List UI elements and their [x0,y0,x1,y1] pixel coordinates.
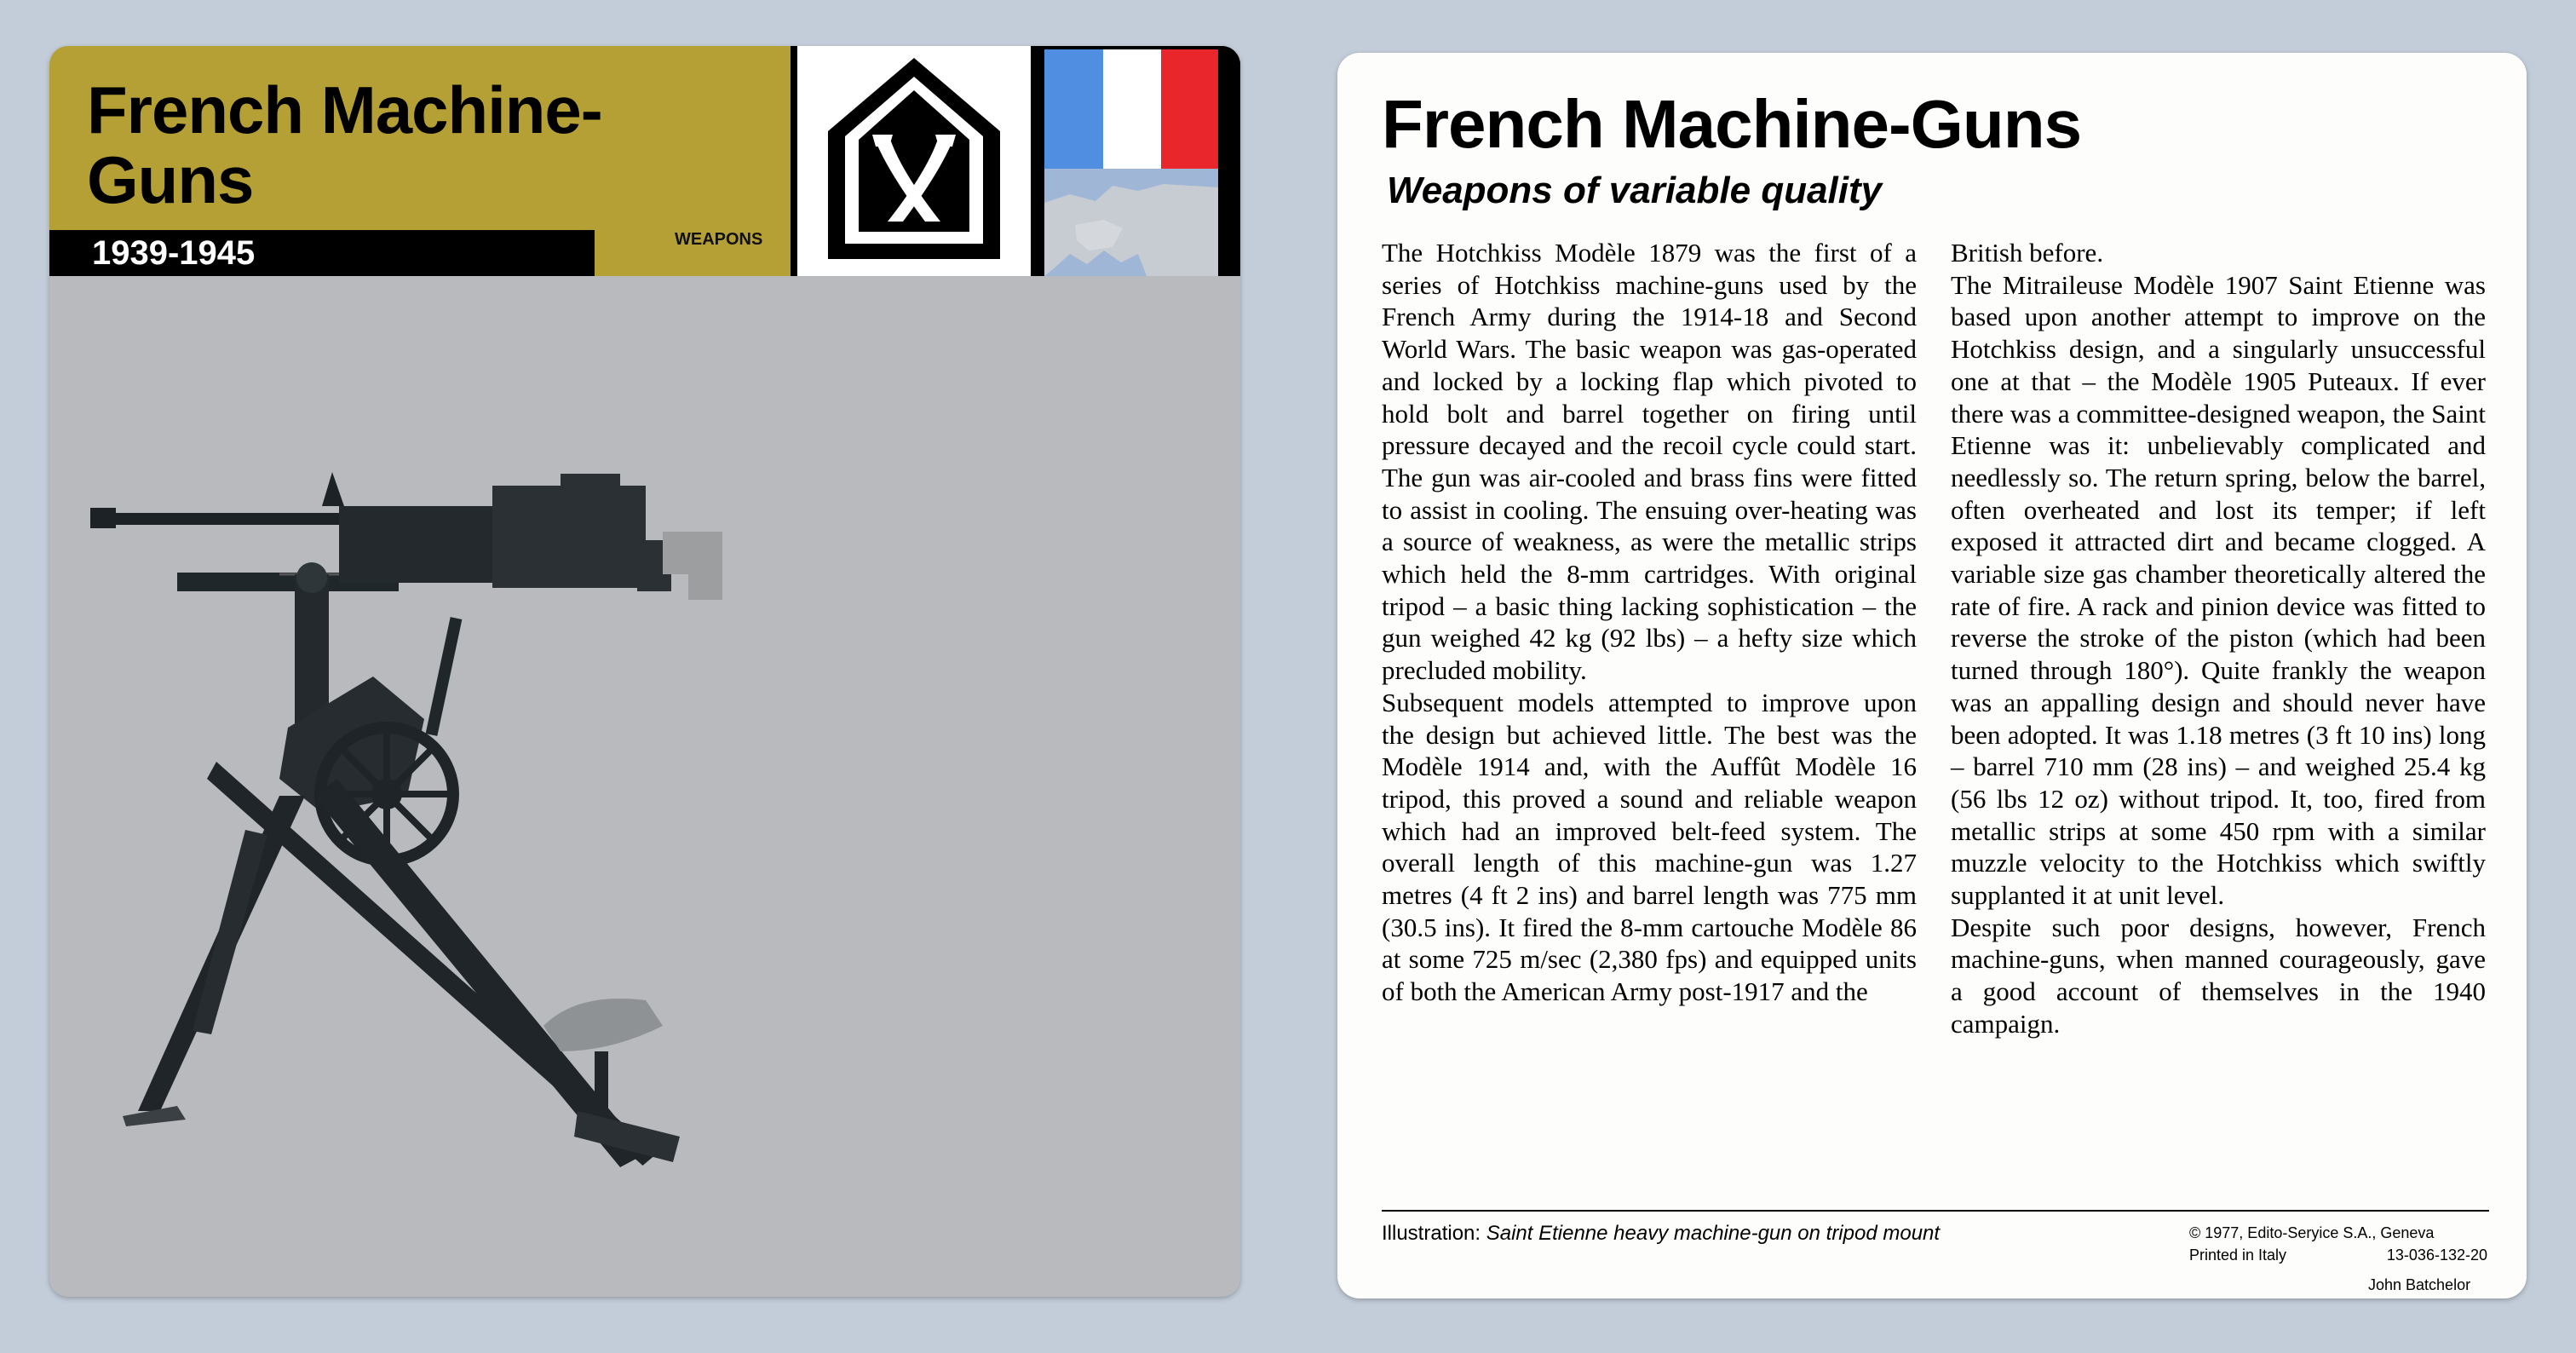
paragraph: British before. [1951,238,2104,268]
printed-in: Printed in Italy [2189,1246,2287,1264]
publisher-info [2189,1222,2487,1266]
text-column-right [1951,237,2486,1040]
back-subtitle: Weapons of variable quality [1387,170,1883,211]
years-label: 1939-1945 [92,234,256,272]
paragraph: Subsequent models attempted to improve upon the design but achieved little. The best was the Modèle 1914 and, with the Auffût Modèle 16 tripod, this proved a sound and reliable weapon which had an improved belt-feed system. The overall length of this machine-gun was 1.27 metres (4 ft 2 ins) and barrel length was 775 mm (30.5 ins). It fired the 8-mm cartouche Modèle 86 at some 725 m/sec (2,380 fps) and equipped units of both the American Army post-1917 and the [1382,687,1917,1007]
paragraph: Despite such poor designs, however, French machine-guns, when manned courageously, gave a good account of themselves in the 1940 campaign. [1951,912,2486,1039]
card-back [1337,53,2527,1298]
footer-rule [1382,1210,2489,1212]
chevron-crossed-rifles-icon [797,46,1031,276]
paragraph: The Hotchkiss Modèle 1879 was the first of a series of Hotchkiss machine-guns used by the French Army during the 1914-18 and Second World Wars. The basic weapon was gas-operated and locked by a locking flap which pivoted to hold bolt and barrel together on firing until pressure decayed and the recoil cycle could start. The gun was air-cooled and brass fins were fitted to assist in cooling. The ensuing over-heating was a source of weakness, as were the metallic strips which held the 8-mm cartridges. With original tripod – a basic thing lacking sophistication – the gun weighed 42 kg (92 lbs) – a hefty size which precluded mobility. [1382,238,1917,686]
front-title: French Machine- Guns [87,72,602,217]
flag-map-box [1038,46,1240,276]
french-flag [1044,49,1220,169]
copyright: © 1977, Edito-Seryice S.A., Geneva [2189,1224,2435,1241]
text-column-left [1382,237,1917,1008]
machine-gun-illustration [66,319,1208,1188]
right-stripe [1218,46,1240,276]
insignia-box [791,46,1038,276]
card-front [49,46,1240,1297]
illustration-label: Illustration: [1382,1222,1486,1245]
paragraph: The Mitraileuse Modèle 1907 Saint Etienne was based upon another attempt to improve on the Hotchkiss design, and a singularly unsuccessful one at that – the Modèle 1905 Puteaux. If ever there was a committee-designed weapon, the Saint Etienne was it: unbelievably complicated and needlessly so. The return spring, below the barrel, often overheated and lost its temper; if left exposed it attracted dirt and became clogged. A variable size gas chamber theoretically altered the rate of fire. A rack and pinion device was fitted to reverse the stroke of the piston (which had been turned through 180°). Quite frankly the weapon was an appalling design and should never have been adopted. It was 1.18 metres (3 ft 10 ins) long – barrel 710 mm (28 ins) – and weighed 25.4 kg (56 lbs 12 oz) without tripod. It, too, fired from metallic strips at some 450 rpm with a similar muzzle velocity to the Hotchkiss which swiftly supplanted it at unit level. [1951,269,2486,911]
card-code: 13-036-132-20 [2386,1246,2487,1264]
artist-name: John Batchelor [2368,1276,2471,1293]
category-label: WEAPONS [675,230,763,249]
europe-map [1044,169,1220,276]
illustration-credit [1382,1220,2080,1247]
back-title: French Machine-Guns [1382,86,2082,162]
europe-map-icon [1044,169,1220,276]
illustration-caption: Saint Etienne heavy machine-gun on tripod mount [1486,1222,1941,1245]
